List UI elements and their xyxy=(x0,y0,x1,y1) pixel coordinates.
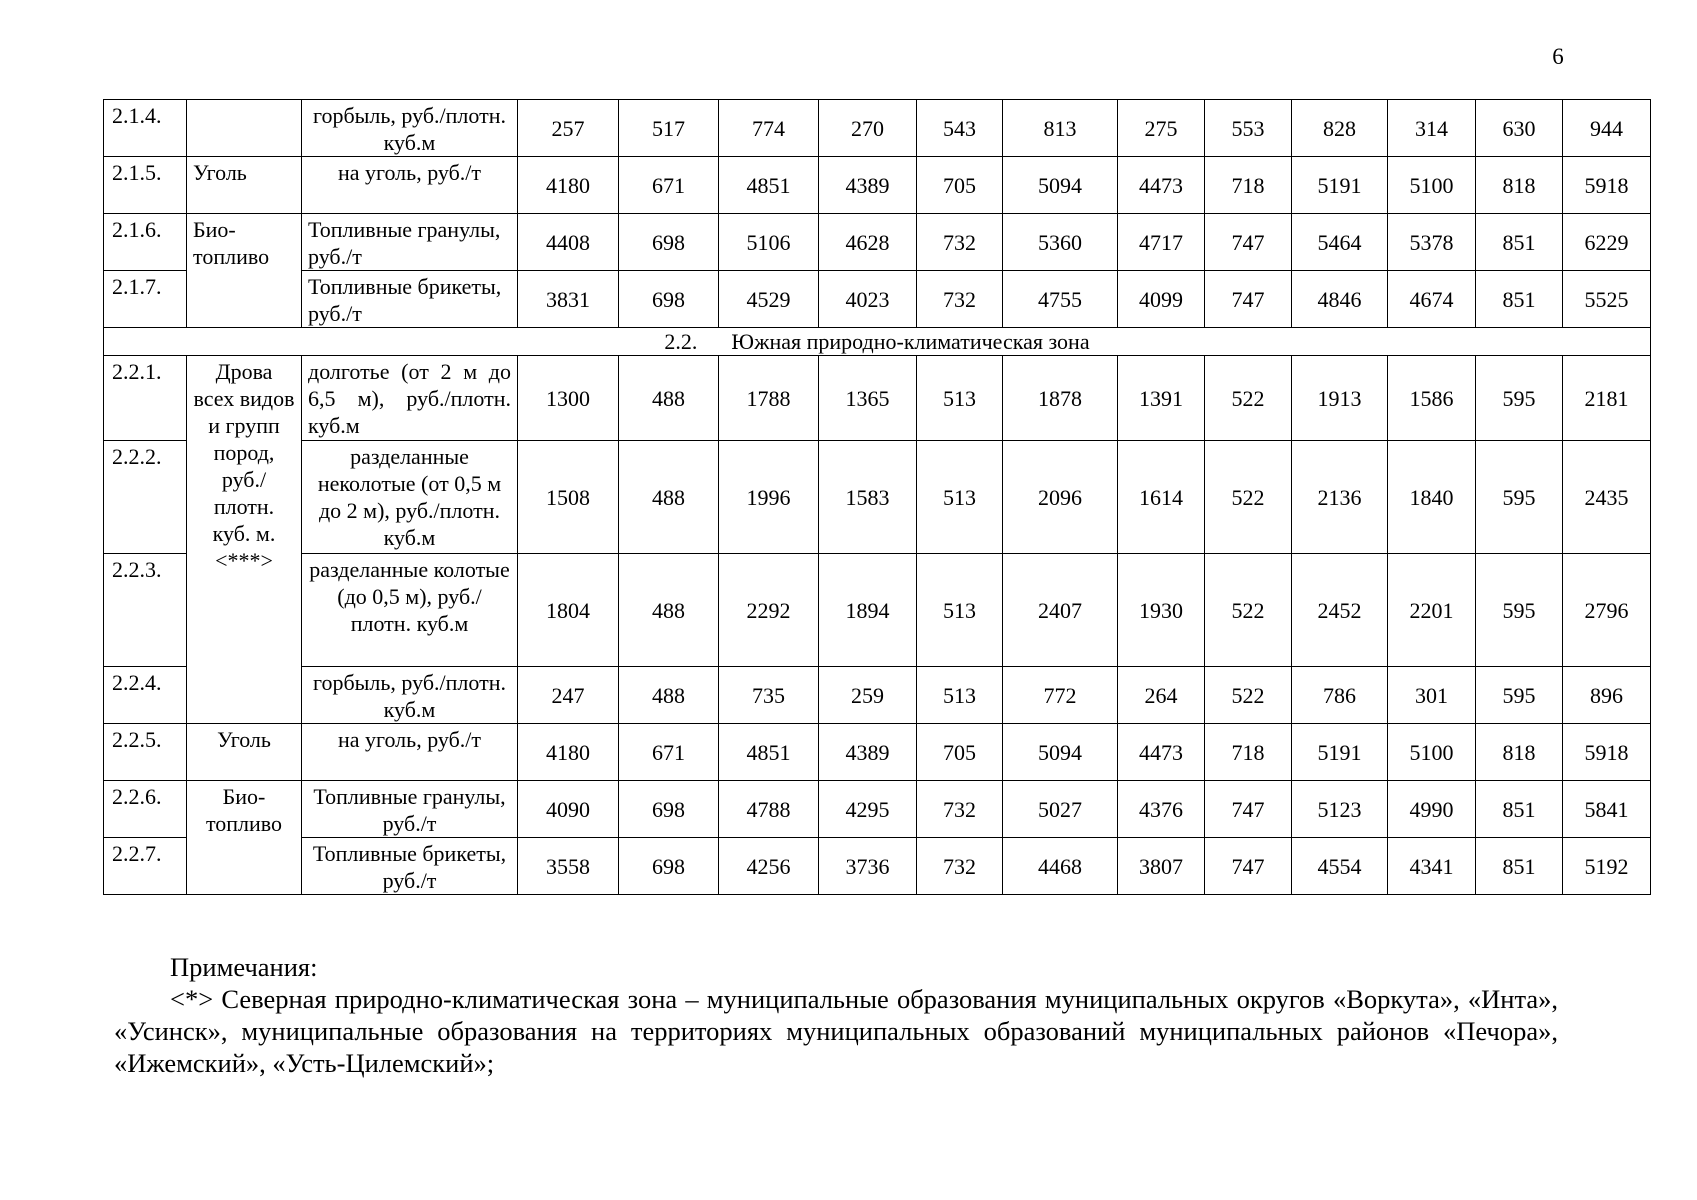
value-cell: 1930 xyxy=(1118,554,1205,667)
value-cell: 6229 xyxy=(1563,214,1651,271)
value-cell: 1508 xyxy=(518,441,619,554)
value-cell: 5360 xyxy=(1003,214,1118,271)
value-cell: 513 xyxy=(917,356,1003,441)
value-cell: 2181 xyxy=(1563,356,1651,441)
value-cell: 4389 xyxy=(819,157,917,214)
value-cell: 5525 xyxy=(1563,271,1651,328)
value-cell: 747 xyxy=(1205,271,1292,328)
table-row xyxy=(104,667,1651,724)
section-number: 2.2. xyxy=(664,329,698,354)
value-cell: 747 xyxy=(1205,838,1292,895)
value-cell: 5191 xyxy=(1292,724,1388,781)
value-cell: 732 xyxy=(917,214,1003,271)
value-cell: 1894 xyxy=(819,554,917,667)
value-cell: 275 xyxy=(1118,100,1205,157)
value-cell: 4180 xyxy=(518,724,619,781)
row-item: горбыль, руб./плотн. куб.м xyxy=(302,667,518,724)
value-cell: 772 xyxy=(1003,667,1118,724)
value-cell: 2452 xyxy=(1292,554,1388,667)
row-code: 2.1.6. xyxy=(104,214,187,271)
value-cell: 944 xyxy=(1563,100,1651,157)
row-code: 2.2.6. xyxy=(104,781,187,838)
value-cell: 4554 xyxy=(1292,838,1388,895)
row-item: горбыль, руб./плотн. куб.м xyxy=(302,100,518,157)
row-code: 2.2.3. xyxy=(104,554,187,667)
value-cell: 5100 xyxy=(1388,724,1476,781)
value-cell: 259 xyxy=(819,667,917,724)
row-code: 2.2.1. xyxy=(104,356,187,441)
row-category: Дрова всех видов и групп пород, руб./ плотн. куб. м. <***> xyxy=(187,356,302,724)
section-title: Южная природно-климатическая зона xyxy=(731,329,1090,354)
value-cell: 735 xyxy=(719,667,819,724)
fuel-price-table xyxy=(103,99,1651,895)
value-cell: 1788 xyxy=(719,356,819,441)
value-cell: 718 xyxy=(1205,157,1292,214)
table-row xyxy=(104,554,1651,667)
value-cell: 4755 xyxy=(1003,271,1118,328)
value-cell: 2292 xyxy=(719,554,819,667)
value-cell: 3558 xyxy=(518,838,619,895)
value-cell: 513 xyxy=(917,667,1003,724)
row-item: разделанные неколотые (от 0,5 м до 2 м), руб./плотн. куб.м xyxy=(302,441,518,554)
value-cell: 553 xyxy=(1205,100,1292,157)
table-row xyxy=(104,214,1651,271)
value-cell: 4473 xyxy=(1118,724,1205,781)
table-row xyxy=(104,724,1651,781)
value-cell: 2796 xyxy=(1563,554,1651,667)
value-cell: 4099 xyxy=(1118,271,1205,328)
value-cell: 257 xyxy=(518,100,619,157)
value-cell: 522 xyxy=(1205,554,1292,667)
row-item: Топливные брикеты, руб./т xyxy=(302,838,518,895)
value-cell: 595 xyxy=(1476,554,1563,667)
value-cell: 2096 xyxy=(1003,441,1118,554)
value-cell: 4468 xyxy=(1003,838,1118,895)
value-cell: 896 xyxy=(1563,667,1651,724)
value-cell: 2201 xyxy=(1388,554,1476,667)
value-cell: 698 xyxy=(619,781,719,838)
value-cell: 828 xyxy=(1292,100,1388,157)
row-category: Уголь xyxy=(187,724,302,781)
value-cell: 774 xyxy=(719,100,819,157)
value-cell: 488 xyxy=(619,356,719,441)
value-cell: 630 xyxy=(1476,100,1563,157)
value-cell: 522 xyxy=(1205,356,1292,441)
value-cell: 1391 xyxy=(1118,356,1205,441)
value-cell: 1913 xyxy=(1292,356,1388,441)
row-category xyxy=(187,100,302,157)
value-cell: 705 xyxy=(917,724,1003,781)
row-item: Топливные гранулы, руб./т xyxy=(302,214,518,271)
table-row xyxy=(104,838,1651,895)
value-cell: 4180 xyxy=(518,157,619,214)
value-cell: 270 xyxy=(819,100,917,157)
section-row xyxy=(104,328,1651,356)
value-cell: 301 xyxy=(1388,667,1476,724)
value-cell: 1804 xyxy=(518,554,619,667)
value-cell: 488 xyxy=(619,441,719,554)
value-cell: 4788 xyxy=(719,781,819,838)
value-cell: 5123 xyxy=(1292,781,1388,838)
value-cell: 4674 xyxy=(1388,271,1476,328)
value-cell: 1365 xyxy=(819,356,917,441)
value-cell: 4341 xyxy=(1388,838,1476,895)
value-cell: 488 xyxy=(619,554,719,667)
value-cell: 4851 xyxy=(719,724,819,781)
notes-paragraph: <*> Северная природно-климатическая зона – муниципальные образования муниципальных округов «Воркута», «Инта», «Усинск», муниципальные образования на территориях муниципальных образований муниципальных районов «Печора», «Ижемский», «Усть-Цилемский»; xyxy=(114,984,1558,1078)
value-cell: 5100 xyxy=(1388,157,1476,214)
value-cell: 595 xyxy=(1476,667,1563,724)
value-cell: 4408 xyxy=(518,214,619,271)
value-cell: 5464 xyxy=(1292,214,1388,271)
row-code: 2.2.5. xyxy=(104,724,187,781)
notes-heading: Примечания: xyxy=(170,952,318,982)
value-cell: 786 xyxy=(1292,667,1388,724)
value-cell: 4990 xyxy=(1388,781,1476,838)
value-cell: 543 xyxy=(917,100,1003,157)
value-cell: 4389 xyxy=(819,724,917,781)
value-cell: 4851 xyxy=(719,157,819,214)
value-cell: 818 xyxy=(1476,724,1563,781)
value-cell: 851 xyxy=(1476,214,1563,271)
row-item: на уголь, руб./т xyxy=(302,724,518,781)
row-code: 2.2.4. xyxy=(104,667,187,724)
value-cell: 4376 xyxy=(1118,781,1205,838)
table-row xyxy=(104,441,1651,554)
table-row xyxy=(104,157,1651,214)
value-cell: 732 xyxy=(917,271,1003,328)
value-cell: 705 xyxy=(917,157,1003,214)
row-item: Топливные брикеты, руб./т xyxy=(302,271,518,328)
value-cell: 4628 xyxy=(819,214,917,271)
table-row xyxy=(104,781,1651,838)
value-cell: 488 xyxy=(619,667,719,724)
value-cell: 4256 xyxy=(719,838,819,895)
value-cell: 4295 xyxy=(819,781,917,838)
value-cell: 5191 xyxy=(1292,157,1388,214)
value-cell: 5918 xyxy=(1563,157,1651,214)
value-cell: 698 xyxy=(619,271,719,328)
value-cell: 595 xyxy=(1476,356,1563,441)
value-cell: 5841 xyxy=(1563,781,1651,838)
value-cell: 4529 xyxy=(719,271,819,328)
value-cell: 4473 xyxy=(1118,157,1205,214)
page-number: 6 xyxy=(1552,44,1564,69)
value-cell: 513 xyxy=(917,554,1003,667)
value-cell: 2136 xyxy=(1292,441,1388,554)
section-header xyxy=(104,328,1651,356)
value-cell: 522 xyxy=(1205,667,1292,724)
value-cell: 671 xyxy=(619,157,719,214)
value-cell: 1583 xyxy=(819,441,917,554)
value-cell: 595 xyxy=(1476,441,1563,554)
value-cell: 851 xyxy=(1476,271,1563,328)
row-code: 2.2.2. xyxy=(104,441,187,554)
value-cell: 851 xyxy=(1476,781,1563,838)
value-cell: 698 xyxy=(619,214,719,271)
value-cell: 5094 xyxy=(1003,157,1118,214)
value-cell: 1996 xyxy=(719,441,819,554)
value-cell: 5106 xyxy=(719,214,819,271)
value-cell: 3736 xyxy=(819,838,917,895)
row-category: Уголь xyxy=(187,157,302,214)
value-cell: 851 xyxy=(1476,838,1563,895)
value-cell: 813 xyxy=(1003,100,1118,157)
value-cell: 1840 xyxy=(1388,441,1476,554)
table-row xyxy=(104,271,1651,328)
value-cell: 5918 xyxy=(1563,724,1651,781)
value-cell: 314 xyxy=(1388,100,1476,157)
value-cell: 5027 xyxy=(1003,781,1118,838)
value-cell: 747 xyxy=(1205,214,1292,271)
value-cell: 1300 xyxy=(518,356,619,441)
value-cell: 2407 xyxy=(1003,554,1118,667)
value-cell: 4717 xyxy=(1118,214,1205,271)
value-cell: 4090 xyxy=(518,781,619,838)
value-cell: 4846 xyxy=(1292,271,1388,328)
row-code: 2.1.4. xyxy=(104,100,187,157)
row-item: на уголь, руб./т xyxy=(302,157,518,214)
row-item: разделанные колотые (до 0,5 м), руб./плотн. куб.м xyxy=(302,554,518,667)
row-code: 2.1.7. xyxy=(104,271,187,328)
row-category: Био-топливо xyxy=(187,781,302,895)
value-cell: 747 xyxy=(1205,781,1292,838)
value-cell: 671 xyxy=(619,724,719,781)
value-cell: 5094 xyxy=(1003,724,1118,781)
row-code: 2.2.7. xyxy=(104,838,187,895)
value-cell: 2435 xyxy=(1563,441,1651,554)
value-cell: 732 xyxy=(917,838,1003,895)
row-category: Био-топливо xyxy=(187,214,302,328)
value-cell: 5378 xyxy=(1388,214,1476,271)
row-item: долготье (от 2 м до 6,5 м), руб./плотн. куб.м xyxy=(302,356,518,441)
value-cell: 247 xyxy=(518,667,619,724)
value-cell: 818 xyxy=(1476,157,1563,214)
value-cell: 698 xyxy=(619,838,719,895)
value-cell: 1614 xyxy=(1118,441,1205,554)
table-row xyxy=(104,100,1651,157)
value-cell: 5192 xyxy=(1563,838,1651,895)
notes-section xyxy=(114,951,1558,1079)
value-cell: 513 xyxy=(917,441,1003,554)
value-cell: 3807 xyxy=(1118,838,1205,895)
value-cell: 264 xyxy=(1118,667,1205,724)
value-cell: 1878 xyxy=(1003,356,1118,441)
value-cell: 718 xyxy=(1205,724,1292,781)
value-cell: 732 xyxy=(917,781,1003,838)
value-cell: 1586 xyxy=(1388,356,1476,441)
value-cell: 3831 xyxy=(518,271,619,328)
value-cell: 517 xyxy=(619,100,719,157)
value-cell: 522 xyxy=(1205,441,1292,554)
row-item: Топливные гранулы, руб./т xyxy=(302,781,518,838)
value-cell: 4023 xyxy=(819,271,917,328)
table-row xyxy=(104,356,1651,441)
row-code: 2.1.5. xyxy=(104,157,187,214)
